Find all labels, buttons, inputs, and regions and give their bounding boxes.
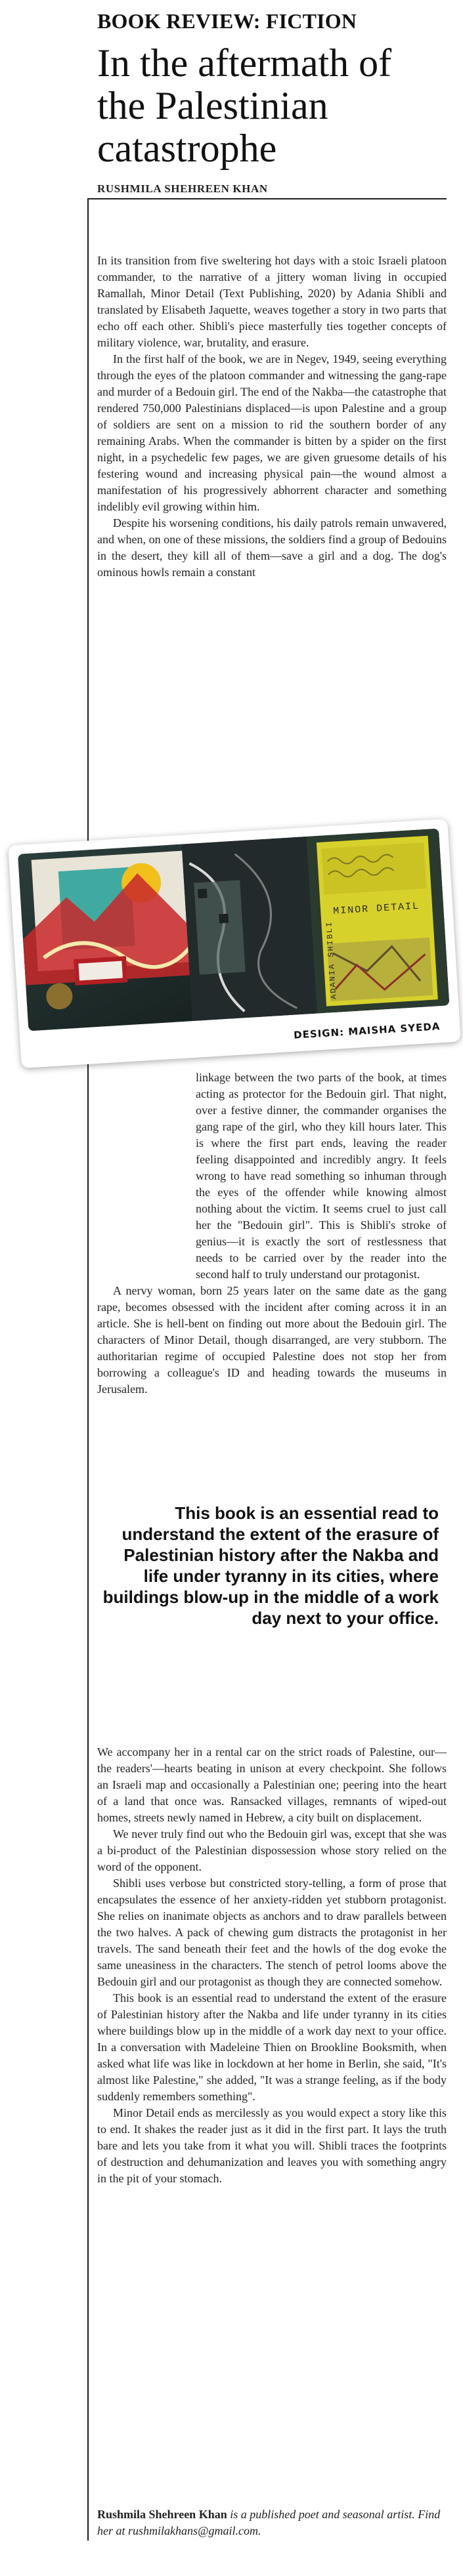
article-headline: In the aftermath of the Palestinian catastrophe: [97, 41, 392, 170]
left-rule: [87, 198, 89, 2541]
body-text-part-3: [97, 1744, 447, 2187]
top-rule: [87, 198, 447, 199]
illustration-card: [8, 819, 461, 1068]
book-author: ADANIA SHIBLI: [324, 921, 339, 1000]
paragraph: Shibli uses verbose but constricted story-telling, a form of prose that encapsulates the essence of her anxiety-ridden yet stubborn protagonist. She relies on inanimate objects as anchors and to draw parallels between the two halves. A pack of chewing gum distracts the protagonist in her travels. The sand beneath their feet and the howls of the dog evoke the same uneasiness in the characters. The stench of petrol looms above the Bedouin girl and our protagonist as though they are connected somehow.: [97, 1877, 447, 1988]
author-bio-name: Rushmila Shehreen Khan: [97, 2508, 227, 2521]
paragraph: linkage between the two parts of the book, at times acting as protector for the Bedouin girl. That night, over a festive dinner, the commander organises the gang rape of the girl, who they kill hours later. This is where the first part ends, leaving the reader feeling disappointed and incredibly angry. It feels wrong to have read something so inhuman through the eyes of the offender while knowing almost nothing about the victim. It seems cruel to just call her the "Bedouin girl". This is Shibli's stroke of genius—it is exactly the sort of restlessness that needs to be carried over by the reader into the second half to truly understand our protagonist.: [196, 1071, 447, 1281]
design-credit-name: MAISHA SYEDA: [347, 1020, 441, 1038]
body-text-part-2: [97, 1070, 447, 1398]
section-kicker: BOOK REVIEW: FICTION: [97, 9, 357, 33]
paragraph: We never truly find out who the Bedouin girl was, except that she was a bi-product of the Palestinian dispossession whose story relied on the word of the opponent.: [97, 1827, 447, 1873]
author-bio: [97, 2506, 447, 2539]
paragraph: In the first half of the book, we are in Negev, 1949, seeing everything through the eyes of the platoon commander and witnessing the gang-rape and murder of a Bedouin girl. The end of the Nakba—the catastrophe that rendered 750,000 Palestinians displaced—is upon Palestine and a group of soldiers are sent on a mission to rid the southern border of any remaining Arabs. When the commander is bitten by a spider on the first night, in a psychedelic few pages, we are given gruesome details of his festering wound and increasing physical pain—the wound almost a manifestation of his progressively abhorrent character and something indelibly evil growing within him.: [97, 352, 447, 513]
paragraph: We accompany her in a rental car on the strict roads of Palestine, our—the readers'—hearts beating in unison at every checkpoint. She follows an Israeli map and occasionally a Palestinian one; peering into the heart of a land that once was. Ransacked villages, remnants of wiped-out homes, streets newly named in Hebrew, a city built on displacement.: [97, 1745, 447, 1824]
design-credit: [294, 1020, 441, 1041]
paragraph: This book is an essential read to understand the extent of the erasure of Palestinian history after the Nakba and life under tyranny in its cities where buildings blow up in the middle of a work day next to your office. In a conversation with Madeleine Thien on Brookline Booksmith, when asked what life was like in lockdown at her home in Berlin, she said, "It's almost like Palestine," she added, "It was a strange feeling, as if the body suddenly remembers something".: [97, 1991, 447, 2103]
design-credit-label: DESIGN:: [293, 1026, 345, 1041]
byline: RUSHMILA SHEHREEN KHAN: [97, 182, 268, 195]
collage-artwork: [18, 829, 449, 1031]
book-title: MINOR DETAIL: [332, 900, 420, 917]
collage-image: [18, 829, 449, 1031]
paragraph: A nervy woman, born 25 years later on the same date as the gang rape, becomes obsessed with the incident after coming across it in an article. She is hell-bent on finding out more about the Bedouin girl. The characters of Minor Detail, though disarranged, are very stubborn. The authoritarian regime of occupied Palestine does not stop her from borrowing a colleague's ID and heading towards the museums in Jerusalem.: [97, 1284, 447, 1396]
paragraph: Minor Detail ends as mercilessly as you would expect a story like this to end. It shakes the reader just as it did in the first part. It lays the truth bare and lets you take from it what you will. Shibli traces the footprints of destruction and dehumanization and leaves you with something angry in the pit of your stomach.: [97, 2106, 447, 2185]
body-text-part-1: [97, 253, 447, 581]
paragraph: In its transition from five sweltering hot days with a stoic Israeli platoon commander, to the narrative of a jittery woman living in occupied Ramallah, Minor Detail (Text Publishing, 2020) by Adania Shibli and translated by Elisabeth Jaquette, weaves together a story in two parts that echo off each other. Shibli's piece masterfully ties together concepts of military violence, war, brutality, and erasure.: [97, 254, 447, 349]
author-bio-text: is a published poet and seasonal artist. Find her at rushmilakhans@gmail.com.: [97, 2508, 441, 2537]
paragraph: Despite his worsening conditions, his daily patrols remain unwavered, and when, on one of these missions, the soldiers find a group of Bedouins in the desert, they kill all of them—save a girl and a dog. The dog's ominous howls remain a constant: [97, 516, 447, 579]
pull-quote: This book is an essential read to understand the extent of the erasure of Palestinian history after the Nakba and life under tyranny in its cities, where buildings blow-up in the middle of a work day next to your office.: [102, 1503, 439, 1628]
